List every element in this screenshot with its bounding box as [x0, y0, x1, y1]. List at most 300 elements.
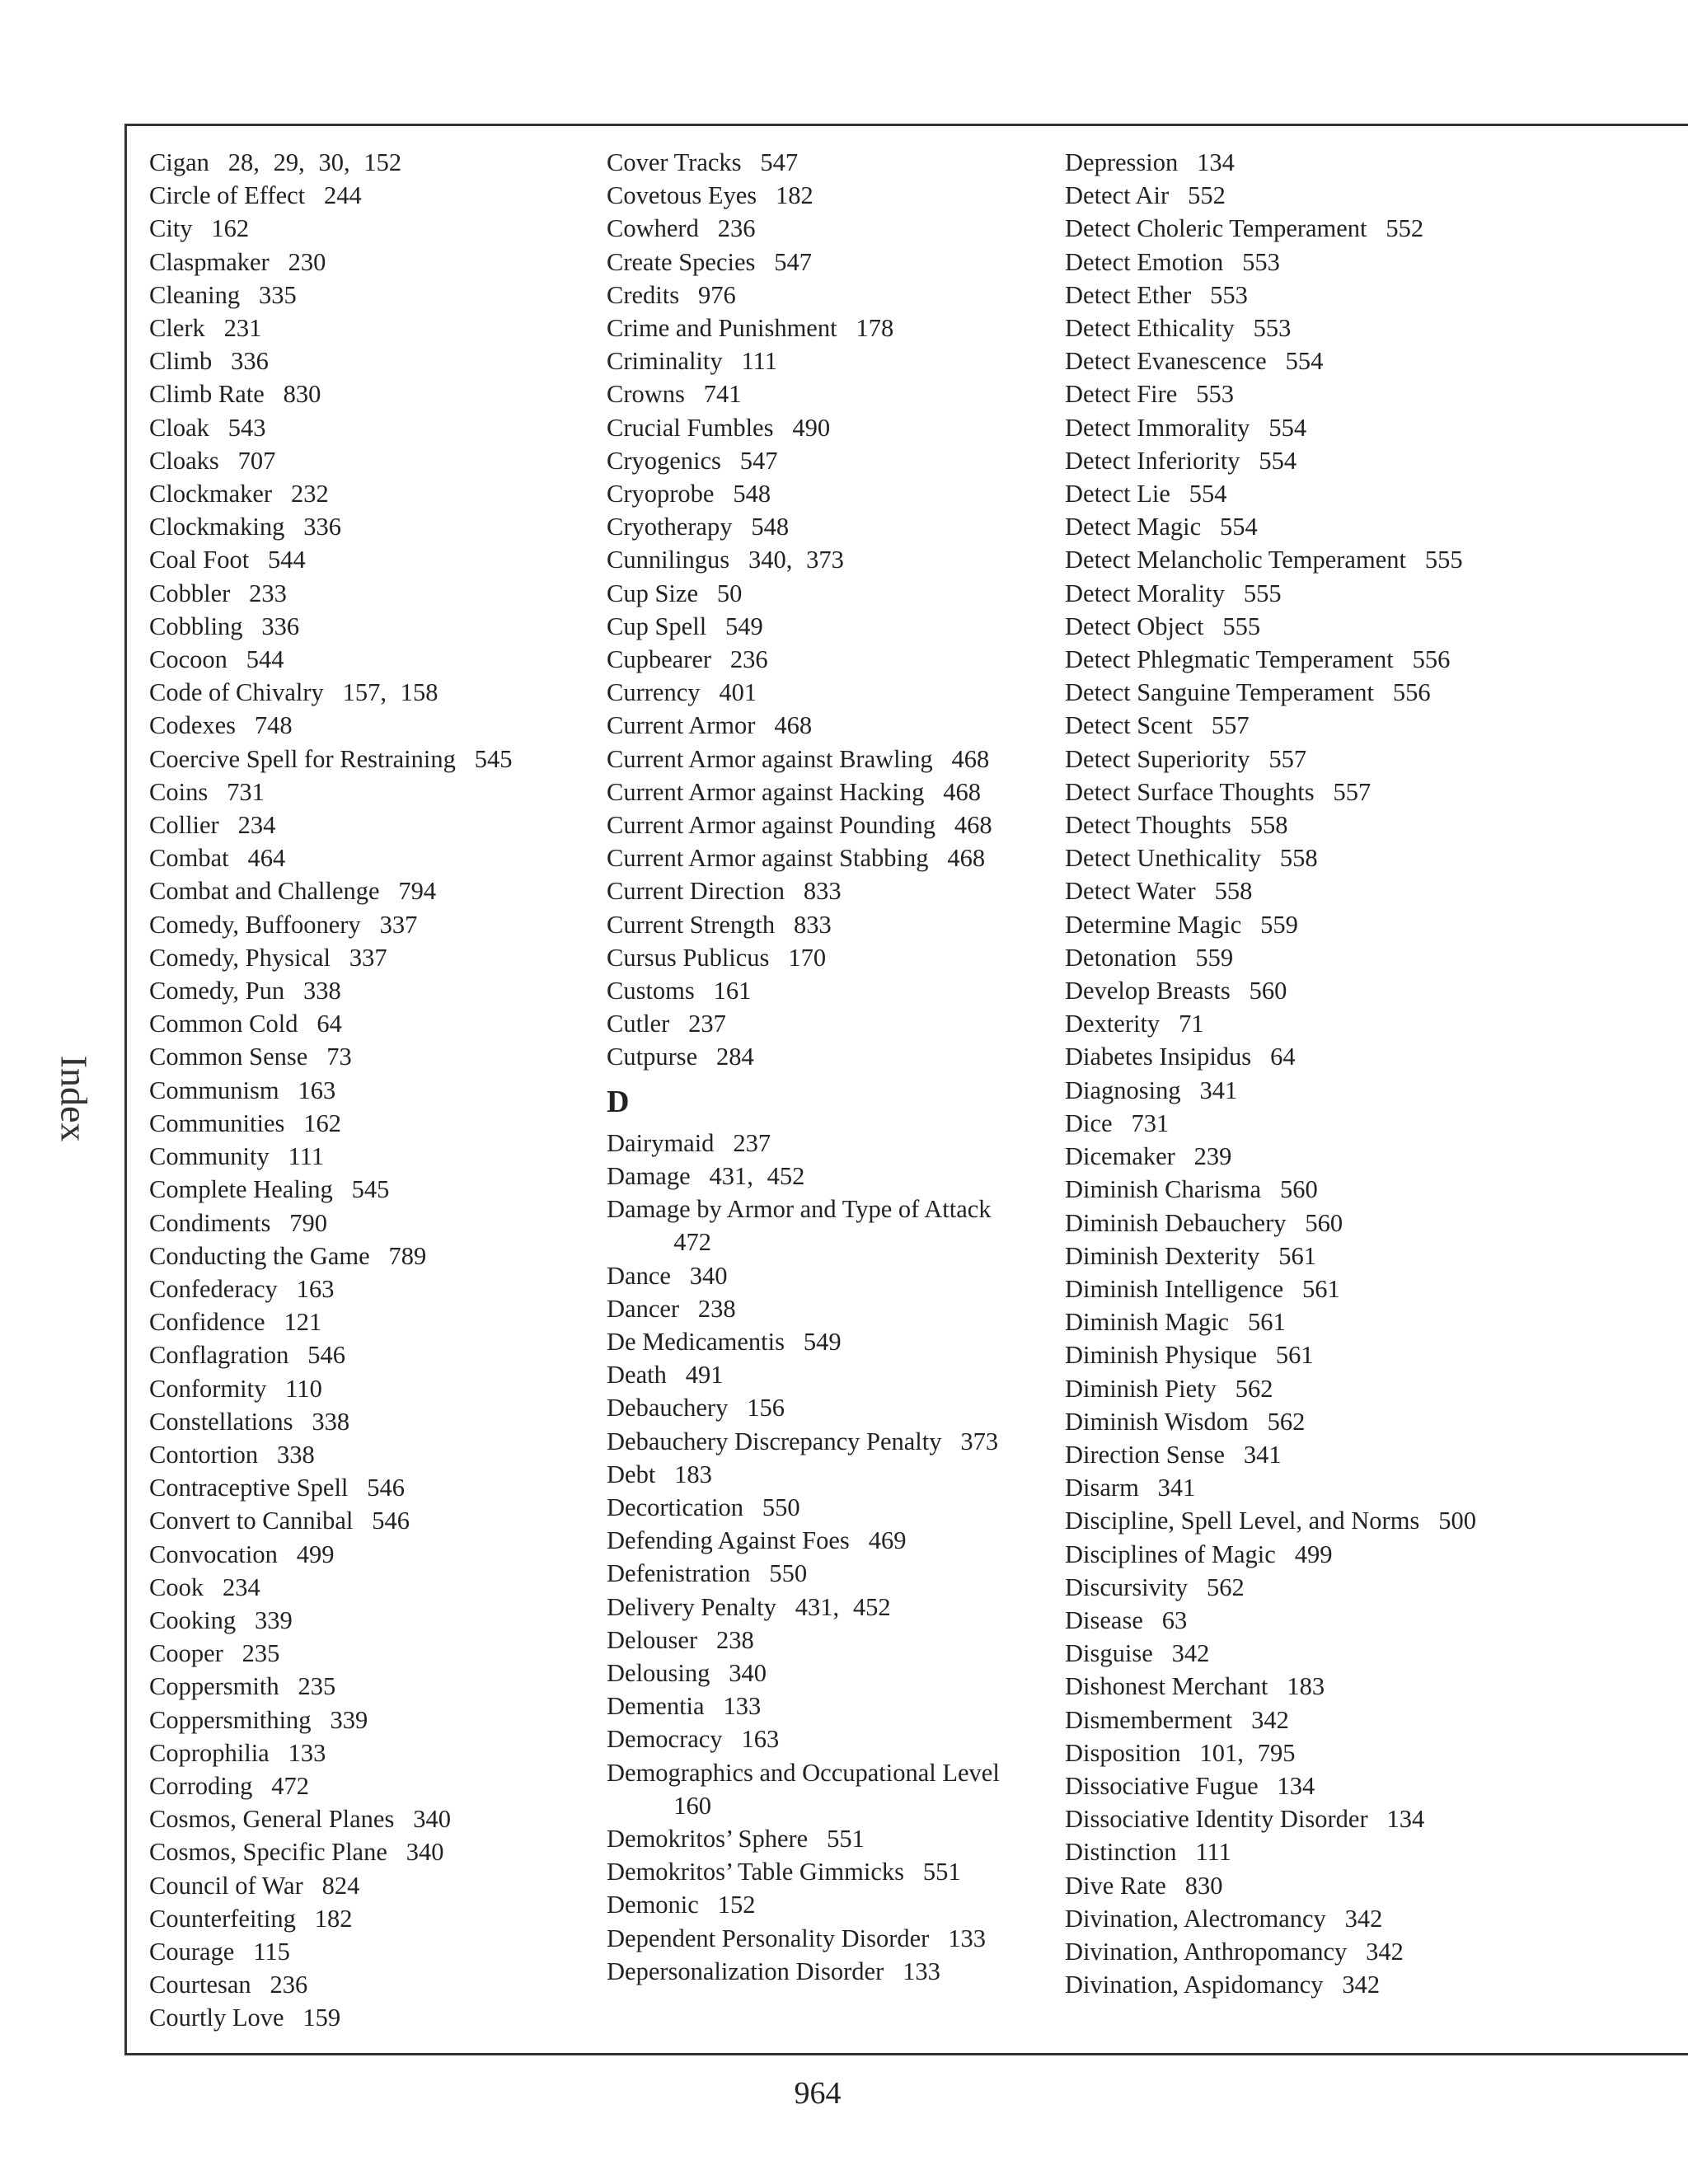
index-entry: [607, 510, 1035, 543]
index-pages: 833: [794, 910, 832, 939]
index-pages: 73: [326, 1043, 352, 1071]
index-entry: [1065, 1107, 1526, 1140]
index-pages: 553: [1242, 247, 1280, 276]
index-term: Corroding: [149, 1771, 253, 1800]
index-pages: 562: [1206, 1572, 1245, 1601]
index-term: Coal Foot: [149, 546, 250, 574]
index-entry: [149, 2001, 594, 2034]
index-entry: [607, 312, 1035, 344]
index-term: Condiments: [149, 1208, 271, 1237]
index-entry: [1065, 1405, 1526, 1438]
index-pages: 234: [222, 1572, 260, 1601]
index-term: Detect Choleric Temperament: [1065, 214, 1367, 243]
index-entry: [149, 776, 594, 808]
index-entry: [1065, 1835, 1526, 1868]
index-term: Conducting the Game: [149, 1241, 370, 1270]
index-entry: [607, 941, 1035, 974]
index-pages: 183: [674, 1460, 712, 1488]
index-entry: [149, 1670, 594, 1703]
index-entry: [149, 1736, 594, 1769]
index-pages: 550: [769, 1559, 808, 1588]
index-pages: 546: [372, 1507, 410, 1535]
index-entry: [1065, 510, 1526, 543]
index-term: Direction Sense: [1065, 1440, 1225, 1469]
index-pages: 431, 452: [795, 1592, 891, 1621]
index-pages: 472: [271, 1771, 310, 1800]
index-term: Contraceptive Spell: [149, 1474, 349, 1502]
index-column-2: [607, 146, 1035, 1988]
index-pages: 491: [685, 1361, 724, 1390]
index-pages: 553: [1253, 314, 1292, 343]
index-term: Dance: [607, 1261, 671, 1290]
index-pages: 431, 452: [709, 1161, 805, 1190]
index-term: Detect Surface Thoughts: [1065, 777, 1315, 806]
index-term: Debauchery: [607, 1394, 729, 1422]
index-term: Cupbearer: [607, 645, 712, 674]
index-entry: [149, 1338, 594, 1371]
index-pages: 235: [298, 1672, 336, 1701]
index-term: Discipline, Spell Level, and Norms: [1065, 1507, 1420, 1535]
index-entry: [149, 1074, 594, 1107]
index-pages: 731: [227, 777, 265, 806]
index-entry: [607, 1391, 1035, 1424]
index-term: Detect Scent: [1065, 711, 1193, 740]
index-entry: [607, 1690, 1035, 1722]
index-term: Disguise: [1065, 1639, 1153, 1668]
index-entry: [607, 1292, 1035, 1325]
index-term: Combat and Challenge: [149, 877, 380, 906]
index-term: Climb Rate: [149, 380, 265, 409]
index-term: Defending Against Foes: [607, 1526, 850, 1555]
index-entry: [607, 444, 1035, 477]
index-pages: 339: [254, 1605, 293, 1634]
index-entry: [149, 1240, 594, 1272]
index-term: Depression: [1065, 148, 1179, 176]
index-entry: [149, 974, 594, 1007]
index-term: Cutler: [607, 1010, 670, 1038]
index-entry: [1065, 477, 1526, 510]
index-pages: 340: [413, 1805, 451, 1834]
index-term: Detect Ether: [1065, 280, 1192, 309]
index-term: Damage: [607, 1161, 691, 1190]
index-pages: 238: [715, 1625, 754, 1654]
index-entry: [1065, 941, 1526, 974]
index-pages: 335: [259, 280, 297, 309]
index-pages: 469: [868, 1526, 907, 1555]
index-term: Detect Water: [1065, 877, 1196, 906]
index-pages: 544: [268, 546, 306, 574]
index-term: Cooper: [149, 1639, 223, 1668]
index-entry: [149, 543, 594, 576]
index-term: Coppersmithing: [149, 1705, 312, 1734]
index-pages: 560: [1249, 977, 1287, 1005]
index-term: Detect Phlegmatic Temperament: [1065, 645, 1394, 674]
index-pages: 557: [1268, 744, 1307, 773]
index-term: Disarm: [1065, 1474, 1139, 1502]
index-entry: [149, 1140, 594, 1173]
index-pages: 156: [747, 1394, 785, 1422]
index-entry: [149, 444, 594, 477]
index-pages: 548: [733, 480, 771, 509]
index-pages: 336: [231, 347, 269, 376]
index-pages: 337: [379, 910, 418, 939]
index-pages: 549: [803, 1327, 842, 1356]
index-term: Clockmaker: [149, 480, 273, 509]
index-pages: 183: [1287, 1672, 1325, 1701]
index-term: Demonic: [607, 1891, 699, 1919]
index-entry: [149, 1769, 594, 1802]
index-pages: 830: [1184, 1871, 1223, 1900]
index-term: Current Direction: [607, 877, 785, 906]
index-term: Dexterity: [1065, 1010, 1160, 1038]
index-pages: 101, 795: [1199, 1738, 1296, 1767]
index-entry: [1065, 344, 1526, 377]
index-pages: 341: [1157, 1474, 1196, 1502]
index-term: Discursivity: [1065, 1572, 1189, 1601]
index-term: Detect Thoughts: [1065, 811, 1231, 840]
index-pages: 341: [1243, 1440, 1282, 1469]
index-entry: [149, 808, 594, 841]
index-entry: [149, 1538, 594, 1571]
index-term: Detect Morality: [1065, 579, 1225, 607]
index-term: Cosmos, Specific Plane: [149, 1838, 387, 1867]
index-pages: 468: [774, 711, 813, 740]
index-term: Cryotherapy: [607, 513, 733, 541]
index-term: Customs: [607, 977, 695, 1005]
index-entry: [607, 1955, 1035, 1988]
index-term: Current Armor against Stabbing: [607, 844, 929, 873]
index-entry: [607, 1657, 1035, 1690]
side-label: Index: [53, 1055, 96, 1142]
index-term: Detect Sanguine Temperament: [1065, 678, 1375, 707]
index-pages: 157, 158: [342, 678, 438, 707]
index-pages: 159: [302, 2004, 341, 2032]
index-pages: 63: [1161, 1605, 1188, 1634]
index-term: City: [149, 214, 193, 243]
index-pages: 551: [922, 1858, 961, 1886]
index-term: Detect Melancholic Temperament: [1065, 546, 1406, 574]
index-pages: 553: [1210, 280, 1248, 309]
index-entry: [1065, 279, 1526, 312]
index-term: Detect Evanescence: [1065, 347, 1267, 376]
index-pages: 338: [312, 1407, 350, 1436]
index-term: Cocoon: [149, 645, 227, 674]
index-term: De Medicamentis: [607, 1327, 785, 1356]
index-term: Current Armor against Brawling: [607, 744, 933, 773]
index-pages: 554: [1268, 413, 1307, 442]
index-entry: [1065, 543, 1526, 576]
index-pages: 557: [1211, 711, 1250, 740]
index-entry: [607, 1007, 1035, 1040]
index-pages: 547: [760, 148, 799, 176]
index-entry: [149, 510, 594, 543]
index-pages: 162: [303, 1108, 341, 1137]
index-entry: [1065, 1372, 1526, 1405]
index-term: Cleaning: [149, 280, 241, 309]
index-entry: [1065, 1802, 1526, 1835]
index-pages: 559: [1195, 943, 1234, 972]
index-entry: [1065, 577, 1526, 610]
index-entry: [149, 941, 594, 974]
index-pages: 236: [270, 1971, 308, 1999]
index-entry: [607, 610, 1035, 643]
index-term: Disease: [1065, 1605, 1143, 1634]
index-term: Detect Inferiority: [1065, 446, 1240, 475]
index-entry: [149, 709, 594, 742]
index-entry: [149, 1173, 594, 1206]
index-term: Combat: [149, 844, 229, 873]
index-entry: [607, 577, 1035, 610]
index-term: Diminish Intelligence: [1065, 1274, 1284, 1303]
index-pages: 182: [314, 1904, 353, 1933]
index-entry: [607, 1822, 1035, 1855]
index-entry: [607, 974, 1035, 1007]
index-pages: 546: [367, 1474, 406, 1502]
index-entry: [607, 1855, 1035, 1888]
index-term: Demokritos’ Table Gimmicks: [607, 1858, 904, 1886]
index-pages: 559: [1260, 910, 1298, 939]
index-term: Currency: [607, 678, 701, 707]
index-pages: 133: [288, 1738, 326, 1767]
index-pages: 340: [729, 1658, 767, 1687]
index-term: Covetous Eyes: [607, 181, 757, 210]
index-term: Dicemaker: [1065, 1142, 1175, 1171]
index-entry: [607, 477, 1035, 510]
index-pages: 163: [741, 1725, 780, 1754]
index-pages: 468: [947, 844, 986, 873]
index-term: Current Strength: [607, 910, 776, 939]
index-pages: 236: [729, 645, 768, 674]
index-pages: 472: [673, 1228, 711, 1257]
index-term: Detect Magic: [1065, 513, 1202, 541]
index-entry: [607, 1922, 1035, 1955]
index-term: Comedy, Buffoonery: [149, 910, 361, 939]
index-entry: [607, 1425, 1035, 1458]
index-pages: 707: [237, 446, 276, 475]
index-pages: 341: [1199, 1076, 1238, 1104]
index-term: Dishonest Merchant: [1065, 1672, 1268, 1701]
index-pages: 555: [1222, 612, 1261, 640]
index-pages: 64: [316, 1010, 342, 1038]
index-pages: 163: [298, 1076, 336, 1104]
index-term: Detect Unethicality: [1065, 844, 1261, 873]
index-entry: [149, 411, 594, 444]
index-entry: [1065, 1704, 1526, 1736]
index-entry: [607, 1524, 1035, 1557]
index-pages: 401: [719, 678, 757, 707]
index-pages: 561: [1247, 1308, 1286, 1337]
index-pages: 338: [277, 1440, 315, 1469]
index-term: Crucial Fumbles: [607, 413, 774, 442]
index-term: Disposition: [1065, 1738, 1181, 1767]
index-entry: [149, 1305, 594, 1338]
index-pages: 562: [1267, 1407, 1306, 1436]
index-pages: 748: [254, 711, 293, 740]
index-entry: [1065, 776, 1526, 808]
index-entry: [607, 643, 1035, 676]
index-pages: 552: [1188, 181, 1226, 210]
index-term: Dice: [1065, 1108, 1113, 1137]
index-pages: 71: [1179, 1010, 1204, 1038]
index-pages: 239: [1193, 1142, 1232, 1171]
index-term: Dairymaid: [607, 1128, 715, 1157]
index-entry: [607, 776, 1035, 808]
index-term: Coercive Spell for Restraining: [149, 744, 456, 773]
index-term: Detect Object: [1065, 612, 1204, 640]
index-term: Collier: [149, 811, 219, 840]
index-pages: 121: [284, 1308, 322, 1337]
index-entry: [149, 1604, 594, 1637]
index-pages: 558: [1250, 811, 1288, 840]
index-term: Cobbler: [149, 579, 231, 607]
index-term: Detect Superiority: [1065, 744, 1250, 773]
index-entry: [1065, 246, 1526, 279]
index-pages: 790: [289, 1208, 328, 1237]
index-pages: 230: [288, 247, 326, 276]
index-term: Cowherd: [607, 214, 699, 243]
index-term: Divination, Alectromancy: [1065, 1904, 1326, 1933]
index-column-1: [149, 146, 594, 2035]
index-entry: [1065, 743, 1526, 776]
index-entry: [1065, 643, 1526, 676]
index-term: Delousing: [607, 1658, 710, 1687]
index-pages: 561: [1278, 1241, 1316, 1270]
index-term: Contortion: [149, 1440, 259, 1469]
index-pages: 547: [774, 247, 813, 276]
index-term: Debauchery Discrepancy Penalty: [607, 1427, 942, 1455]
index-entry: [607, 1127, 1035, 1160]
index-pages: 233: [249, 579, 287, 607]
index-pages: 182: [776, 181, 814, 210]
index-pages: 339: [330, 1705, 368, 1734]
index-pages: 340, 373: [748, 546, 844, 574]
index-term: Convocation: [149, 1540, 278, 1568]
index-entry: [149, 1107, 594, 1140]
index-entry: [149, 908, 594, 941]
index-entry: [607, 709, 1035, 742]
index-term: Coprophilia: [149, 1738, 270, 1767]
index-term: Credits: [607, 280, 680, 309]
index-pages: 561: [1275, 1341, 1314, 1370]
index-term: Communism: [149, 1076, 279, 1104]
index-pages: 161: [713, 977, 752, 1005]
index-term: Develop Breasts: [1065, 977, 1231, 1005]
index-term: Claspmaker: [149, 247, 270, 276]
index-pages: 556: [1392, 678, 1431, 707]
index-entry: [607, 1358, 1035, 1391]
index-pages: 133: [948, 1924, 986, 1952]
index-entry: [149, 874, 594, 907]
index-pages: 134: [1277, 1771, 1315, 1800]
index-entry: [1065, 179, 1526, 212]
index-entry: [607, 1756, 1035, 1822]
index-entry: [1065, 1240, 1526, 1272]
index-pages: 232: [290, 480, 329, 509]
index-entry: [1065, 974, 1526, 1007]
index-term: Debt: [607, 1460, 656, 1488]
index-entry: [1065, 1902, 1526, 1935]
index-entry: [607, 1040, 1035, 1073]
index-pages: 337: [349, 943, 387, 972]
index-pages: 789: [388, 1241, 427, 1270]
index-entry: [149, 1571, 594, 1604]
index-term: Cover Tracks: [607, 148, 742, 176]
index-term: Detect Fire: [1065, 380, 1178, 409]
index-entry: [1065, 610, 1526, 643]
index-entry: [149, 1802, 594, 1835]
index-term: Death: [607, 1361, 667, 1390]
index-entry: [149, 312, 594, 344]
index-entry: [149, 246, 594, 279]
index-term: Divination, Aspidomancy: [1065, 1971, 1324, 1999]
index-term: Demographics and Occupational Level: [607, 1758, 1000, 1787]
index-term: Conflagration: [149, 1341, 289, 1370]
index-entry: [1065, 676, 1526, 709]
index-entry: [607, 246, 1035, 279]
index-entry: [607, 743, 1035, 776]
index-pages: 115: [253, 1937, 290, 1966]
index-entry: [607, 1722, 1035, 1755]
index-term: Cunnilingus: [607, 546, 730, 574]
index-pages: 468: [954, 811, 992, 840]
index-pages: 976: [697, 280, 736, 309]
index-pages: 373: [960, 1427, 999, 1455]
index-entry: [149, 743, 594, 776]
index-entry: [1065, 1007, 1526, 1040]
index-term: Demokritos’ Sphere: [607, 1824, 809, 1853]
index-pages: 152: [717, 1891, 756, 1919]
index-term: Cutpurse: [607, 1043, 698, 1071]
index-entry: [149, 344, 594, 377]
index-pages: 552: [1386, 214, 1424, 243]
index-pages: 731: [1131, 1108, 1170, 1137]
index-term: Dependent Personality Disorder: [607, 1924, 930, 1952]
index-term: Cigan: [149, 148, 209, 176]
index-entry: [607, 1160, 1035, 1193]
index-term: Cloaks: [149, 446, 219, 475]
index-pages: 340: [689, 1261, 728, 1290]
index-term: Determine Magic: [1065, 910, 1242, 939]
index-pages: 556: [1412, 645, 1451, 674]
index-entry: [1065, 1869, 1526, 1902]
index-entry: [1065, 312, 1526, 344]
index-pages: 468: [951, 744, 990, 773]
index-term: Codexes: [149, 711, 237, 740]
index-term: Complete Healing: [149, 1175, 333, 1204]
index-pages: 340: [406, 1838, 444, 1867]
index-pages: 547: [739, 446, 778, 475]
index-entry: [1065, 1637, 1526, 1670]
index-term: Detonation: [1065, 943, 1177, 972]
index-pages: 111: [288, 1142, 325, 1171]
index-entry: [607, 1557, 1035, 1590]
index-term: Climb: [149, 347, 213, 376]
index-entry: [149, 676, 594, 709]
index-pages: 238: [697, 1294, 736, 1323]
index-entry: [1065, 1305, 1526, 1338]
index-term: Cosmos, General Planes: [149, 1805, 395, 1834]
index-term: Crime and Punishment: [607, 314, 837, 343]
index-term: Disciplines of Magic: [1065, 1540, 1276, 1568]
index-entry: [1065, 709, 1526, 742]
index-pages: 545: [474, 744, 513, 773]
index-term: Circle of Effect: [149, 181, 306, 210]
index-entry: [607, 146, 1035, 179]
index-pages: 342: [1344, 1904, 1383, 1933]
index-pages: 133: [903, 1957, 940, 1985]
index-pages: 64: [1270, 1043, 1296, 1071]
index-entry: [149, 1504, 594, 1537]
